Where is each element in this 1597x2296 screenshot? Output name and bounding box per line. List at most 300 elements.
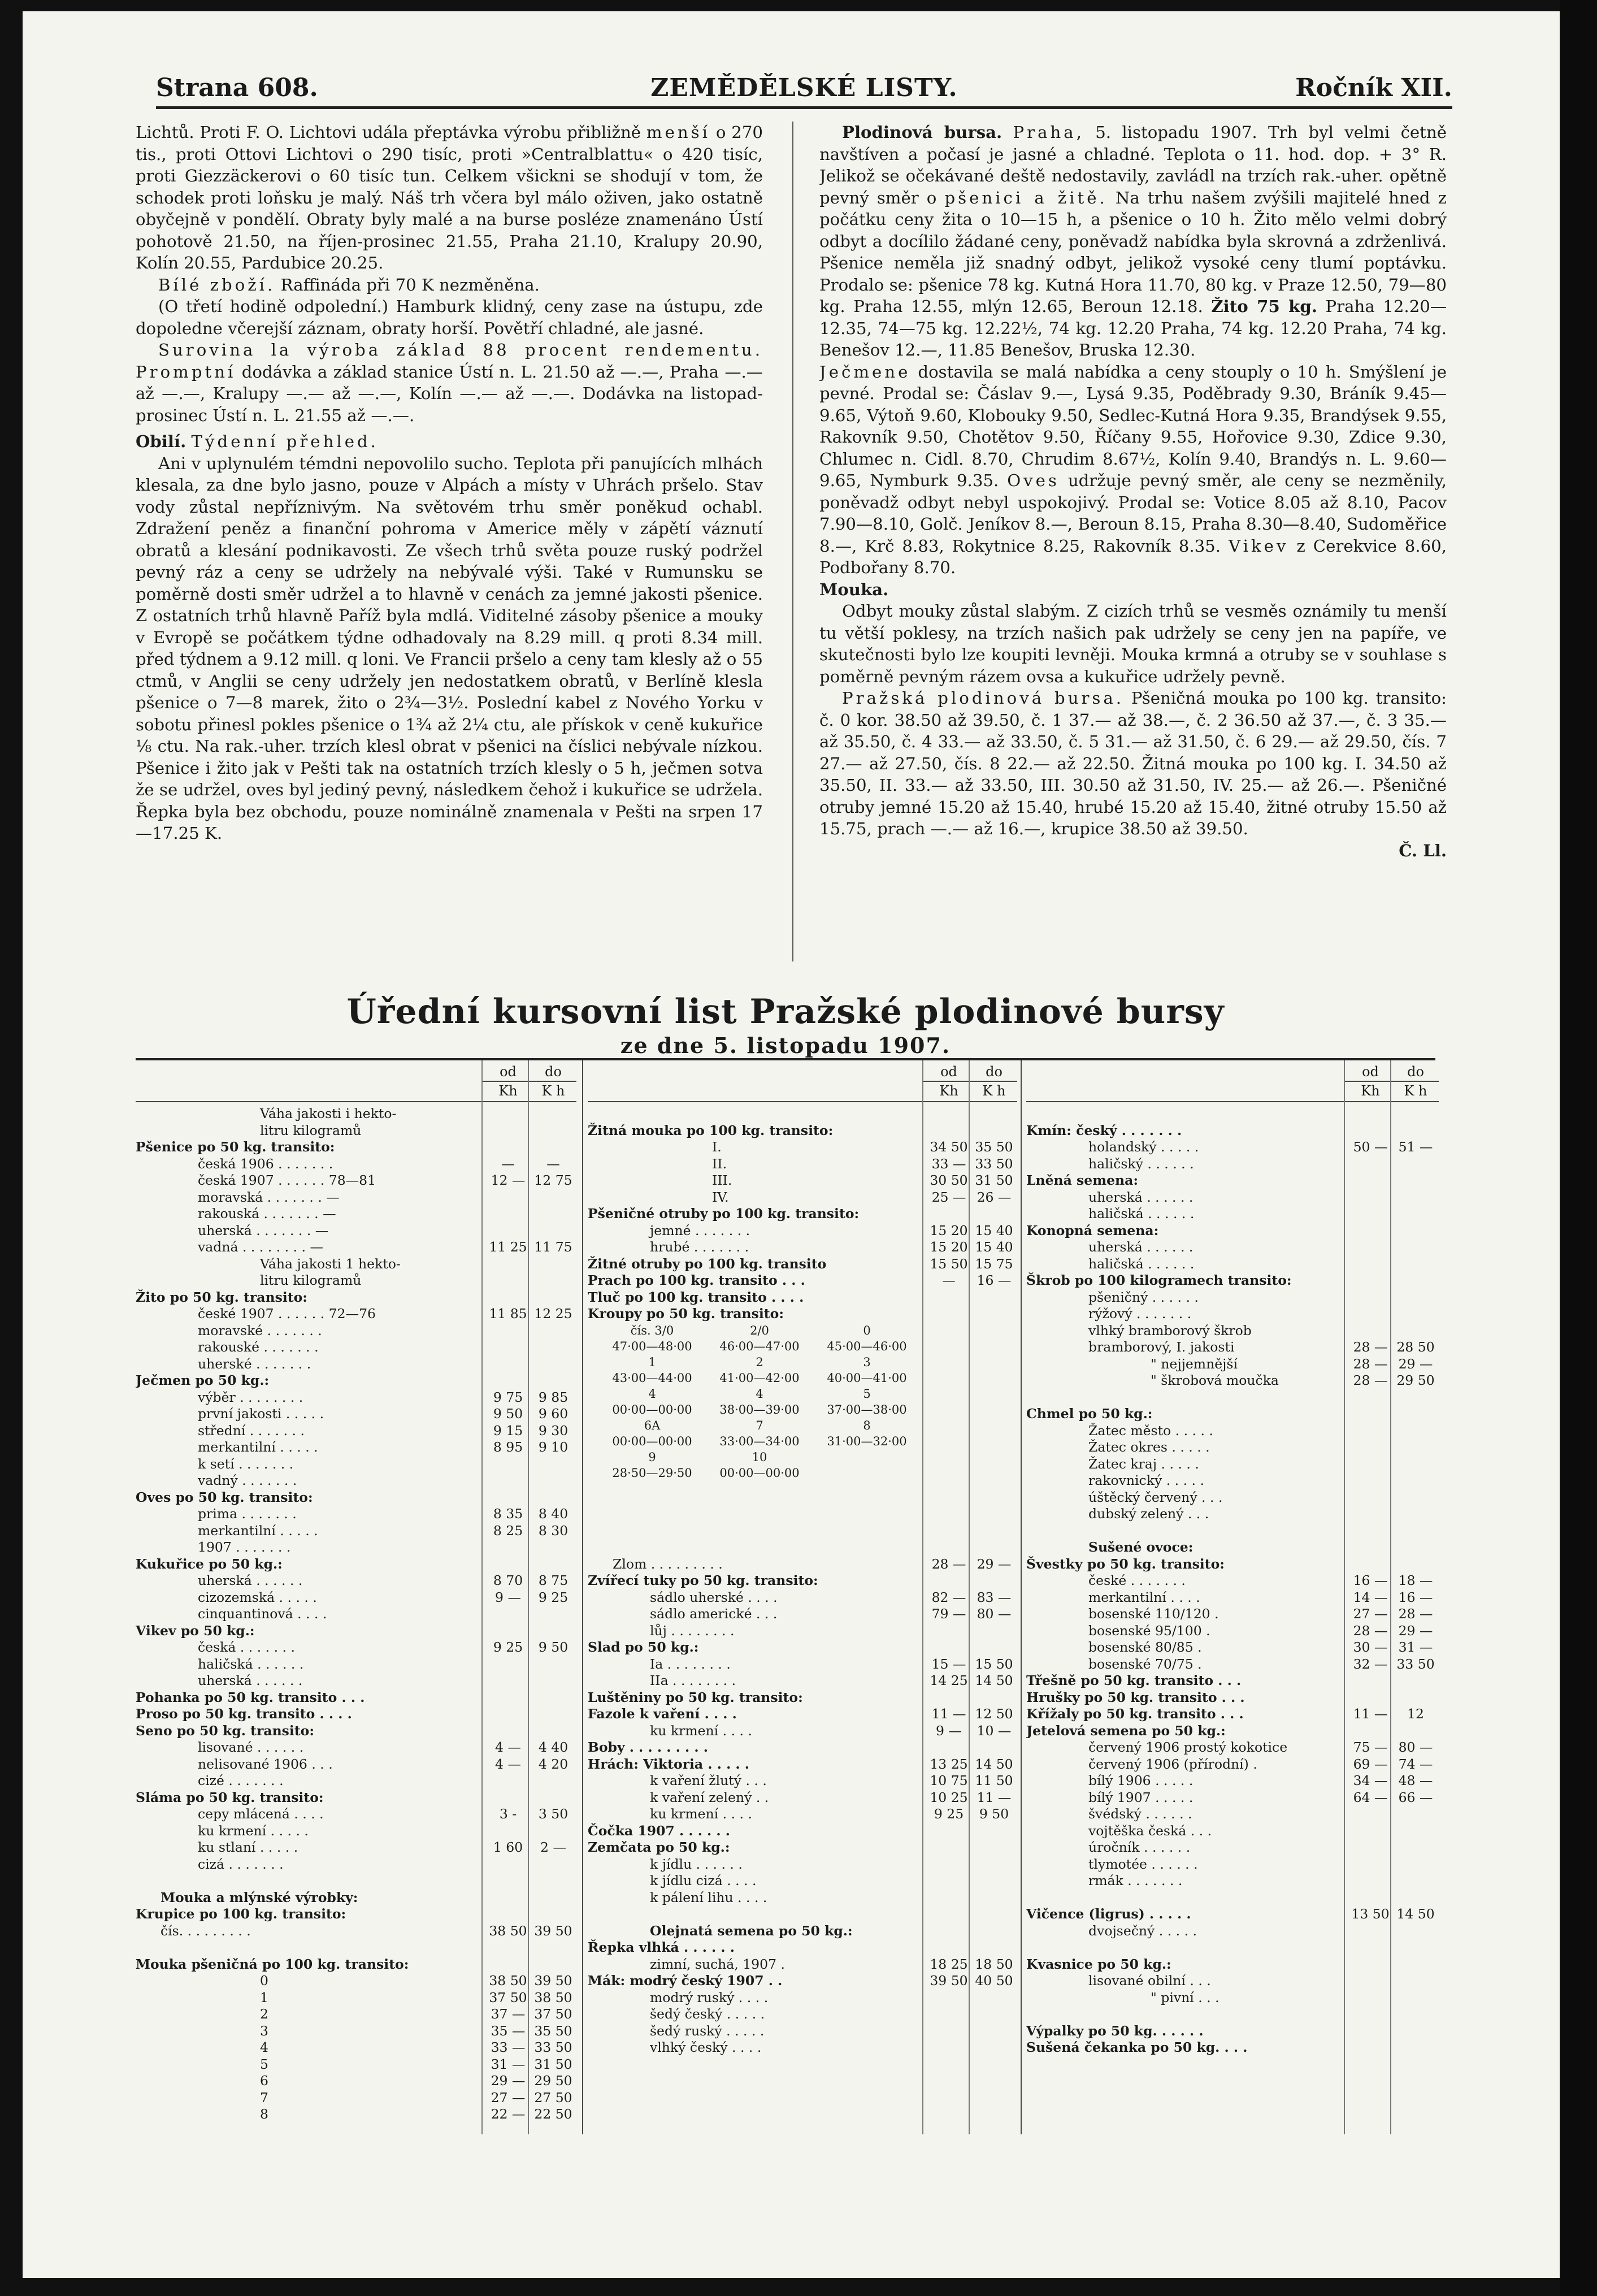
row-label: Fazole k vaření . . . . (588, 1706, 737, 1722)
row-label: Výpalky po 50 kg. . . . . . (1026, 2022, 1204, 2039)
row-label: ku krmení . . . . (650, 1806, 752, 1822)
table-divider (582, 1060, 583, 2134)
table-row (136, 1456, 576, 1473)
table-row (588, 1256, 1017, 1273)
row-label: rmák . . . . . . . (1088, 1873, 1183, 1888)
column-header: K h (982, 1083, 1006, 1099)
table-row (1026, 1272, 1439, 1289)
price-from: 31 — (491, 2056, 526, 2072)
table-row (136, 1990, 576, 2007)
row-label: Pšenice po 50 kg. transito: (136, 1139, 335, 1155)
price-from: 13 50 (1351, 1906, 1390, 1922)
price-from: 33 — (491, 2039, 526, 2055)
price-to: 9 25 (538, 1589, 569, 1605)
row-label: 3 (260, 2022, 268, 2039)
price-from: 38 50 (489, 1922, 527, 1939)
table-row (1026, 1906, 1439, 1923)
table-rows (1026, 1106, 1439, 2056)
price-to: 18 — (1398, 1572, 1433, 1588)
row-label: Švestky po 50 kg. transito: (1026, 1556, 1225, 1572)
row-label: Pšeničné otruby po 100 kg. transito: (588, 1206, 860, 1221)
row-label: jemné . . . . . . . (650, 1222, 750, 1238)
table-row (588, 1206, 1017, 1223)
table-row (1026, 1990, 1439, 2007)
price-to: 29 50 (1396, 1372, 1435, 1388)
price-from: 15 20 (930, 1222, 968, 1238)
price-to: 18 50 (975, 1956, 1013, 1972)
table-row (588, 1106, 1017, 1123)
price-to: — (546, 1155, 560, 1172)
row-label: moravská . . . . . . . — (198, 1189, 340, 1205)
table-row (588, 1423, 1017, 1440)
price-from: 4 — (495, 1756, 521, 1772)
row-label: Vičence (ligrus) . . . . . (1026, 1906, 1191, 1922)
table-row (136, 1523, 576, 1540)
row-label: vlhký český . . . . (650, 2039, 762, 2055)
table-row (136, 1256, 576, 1273)
table-rows (588, 1106, 1017, 2056)
price-from: 15 50 (930, 1255, 968, 1272)
price-from: 64 — (1353, 1789, 1388, 1805)
row-label: Prach po 100 kg. transito . . . (588, 1272, 805, 1288)
row-label: české . . . . . . . (1088, 1572, 1186, 1588)
table-row (136, 1556, 576, 1573)
row-label: šedý ruský . . . . . (650, 2022, 765, 2039)
table-row (1026, 1756, 1439, 1773)
row-label: Žatec kraj . . . . . (1088, 1455, 1199, 1472)
row-label: Váha jakosti 1 hekto- (260, 1255, 401, 1272)
price-from: 27 — (491, 2089, 526, 2106)
column-header: Kh (498, 1083, 518, 1099)
row-label: Žatec město . . . . . (1088, 1422, 1213, 1439)
row-label: 7 (260, 2089, 268, 2106)
price-from: 34 50 (930, 1139, 968, 1155)
grid-cell: 31·00—32·00 (827, 1434, 907, 1448)
table-row (588, 1272, 1017, 1289)
paragraph: (O třetí hodině odpolední.) Hamburk klidný, ceny zase na ústupu, zde dopoledne včerejší záznam, obraty horší. Povětří chladné, ale jasné. (136, 297, 763, 338)
grid-cell: 9 (648, 1450, 656, 1464)
price-from: 69 — (1353, 1756, 1388, 1772)
table-row (136, 2006, 576, 2023)
paragraph: Bílé zboží. Raffináda při 70 K nezměněna. (158, 275, 540, 294)
table-row (588, 1323, 1017, 1340)
table-row (588, 1239, 1017, 1256)
price-from: 13 25 (930, 1756, 968, 1772)
price-from: 79 — (931, 1606, 966, 1622)
price-to: 4 40 (538, 1739, 569, 1755)
grid-cell: 47·00—48·00 (612, 1339, 692, 1353)
row-label: bílý 1907 . . . . . (1088, 1789, 1194, 1805)
table-row (1026, 1973, 1439, 1990)
price-to: 8 30 (538, 1522, 569, 1539)
price-to: 9 30 (538, 1422, 569, 1439)
row-label: IV. (712, 1189, 729, 1205)
right-column (819, 122, 1447, 961)
row-label: výběr . . . . . . . . (198, 1389, 303, 1405)
row-label: Oves po 50 kg. transito: (136, 1489, 313, 1505)
grid-cell: 40·00—41·00 (827, 1371, 907, 1385)
row-label: Olejnatá semena po 50 kg.: (650, 1922, 853, 1939)
table-row (136, 2039, 576, 2056)
table-row (1026, 1773, 1439, 1790)
table-row (136, 1873, 576, 1890)
table-row (136, 1106, 576, 1123)
price-from: 10 25 (930, 1789, 968, 1805)
row-label: Křížaly po 50 kg. transito . . . (1026, 1706, 1244, 1722)
row-label: Třešně po 50 kg. transito . . . (1026, 1673, 1242, 1688)
newspaper-page (23, 11, 1560, 2278)
row-label: II. (712, 1155, 727, 1172)
table-row (588, 1856, 1017, 1873)
row-label: dubský zelený . . . (1088, 1506, 1209, 1522)
row-label: cinquantinová . . . . (198, 1606, 327, 1622)
table-row (136, 1239, 576, 1256)
table-row (1026, 1790, 1439, 1807)
grid-cell: 00·00—00·00 (719, 1466, 800, 1480)
row-label: střední . . . . . . . (198, 1422, 305, 1439)
price-from: 10 75 (930, 1773, 968, 1788)
row-label: pšeničný . . . . . . (1088, 1289, 1199, 1305)
price-from: 30 — (1353, 1639, 1388, 1655)
price-from: 12 — (491, 1172, 526, 1188)
table-row (136, 1439, 576, 1456)
table-row (588, 1572, 1017, 1589)
row-label: Žitná mouka po 100 kg. transito: (588, 1122, 834, 1138)
row-label: Čočka 1907 . . . . . . (588, 1822, 730, 1839)
price-to: 31 50 (534, 2056, 572, 2072)
price-from: 8 70 (493, 1572, 523, 1588)
row-label: merkantilní . . . . . (198, 1522, 318, 1539)
row-label: rýžový . . . . . . . (1088, 1306, 1192, 1322)
paragraph: Ani v uplynulém témdni nepovolilo sucho. Teplota při panujících mlhách klesala, za dne bylo jasno, pouze v Alpách a místy v Uhrách pršelo. Stav vody zůstal nepříznivým. Na světovém trhu směr poněkud ochabl. Zdražení peněz a finanční pohroma v Americe měly v zápětí váznutí obratů a klesání podnikavosti. Ze všech trhů světa pouze ruský podržel pevný ráz a ceny se udržely na nebývalé výši. Také v Rumunsku se poměrně dosti směr udržel a to hlavně v cenách za jemné jakosti pšenice. Z ostatních trhů hlavně Paříž byla mdlá. Viditelné zásoby pšenice a mouky v Evropě se počátkem týdne odhadovaly na 8.29 mill. q proti 8.34 mill. před týdnem a 9.12 mill. q loni. Ve Francii pršelo a ceny tam klesly až o 55 ctmů, v Anglii se ceny udržely jen nedostatkem obratů, v Berlíně klesla pšenice o 7—8 marek, žito o 2¾—3½. Poslední kabel z Nového Yorku v sobotu přinesl pokles pšenice o 1¾ až 2¼ ctu, ale přískok v ceně kukuřice ⅛ ctu. Na rak.-uher. trzích klesl obrat v pšenici na číslici nebývale nízkou. Pšenice i žito jak v Pešti tak na ostatních trzích klesly o 5 h, ječmen sotva že se udržel, oves byl jediný pevný, následkem čehož i kukuřice se udržela. Řepka byla bez obchodu, pouze nominálně znamenala v Pešti na srpen 17—17.25 K. (136, 453, 763, 843)
row-label: tlymotée . . . . . . (1088, 1856, 1198, 1872)
table-row (136, 1623, 576, 1640)
table-row (136, 1372, 576, 1389)
price-to: 8 40 (538, 1506, 569, 1522)
row-label: Žito po 50 kg. transito: (136, 1289, 307, 1305)
row-label: Kmín: český . . . . . . . (1026, 1122, 1182, 1138)
price-to: 12 (1407, 1706, 1424, 1722)
price-to: 9 50 (979, 1806, 1009, 1822)
paragraph: Odbyt mouky zůstal slabým. Z cizích trhů se vesměs oznámily tu menší tu větší poklesy, na trzích našich pak udržely se ceny jen na papíře, ve skutečnosti bylo lze koupiti levněji. Mouka krmná a otruby se v souhlase s poměrně pevným rázem ovsa a kukuřice udržely pevně. (819, 601, 1447, 686)
price-from: 11 85 (489, 1306, 527, 1322)
table-row (588, 1689, 1017, 1706)
table-row (136, 1739, 576, 1756)
table-row (1026, 1606, 1439, 1623)
price-from: 9 75 (493, 1389, 523, 1405)
price-to: 9 60 (538, 1406, 569, 1422)
price-to: 11 — (977, 1789, 1012, 1805)
row-label: 0 (260, 1973, 268, 1989)
price-to: 35 50 (534, 2022, 572, 2039)
column-divider (792, 122, 793, 961)
row-label: vojtěška česká . . . (1088, 1822, 1212, 1839)
table-row (1026, 1223, 1439, 1240)
price-to: 39 50 (534, 1973, 572, 1989)
grid-cell: 5 (863, 1387, 871, 1401)
table-row (1026, 1389, 1439, 1406)
price-from: 16 — (1353, 1572, 1388, 1588)
table-row (136, 1323, 576, 1340)
price-to: 29 — (1398, 1355, 1433, 1372)
price-to: 11 50 (975, 1773, 1013, 1788)
row-label: haličský . . . . . . (1088, 1155, 1194, 1172)
row-label: IIa . . . . . . . . (650, 1673, 736, 1688)
price-to: 29 50 (534, 2073, 572, 2089)
table-row (588, 1923, 1017, 1940)
table-row (1026, 1673, 1439, 1689)
row-label: Sušené ovoce: (1088, 1539, 1194, 1555)
price-from: 37 — (491, 2006, 526, 2022)
row-label: Konopná semena: (1026, 1222, 1159, 1238)
header-rule (483, 1081, 576, 1082)
table-row (136, 1156, 576, 1173)
price-to: 48 — (1398, 1773, 1433, 1788)
row-label: k vaření zelený . . (650, 1789, 769, 1805)
column-header: Kh (939, 1083, 958, 1099)
price-from: 8 35 (493, 1506, 523, 1522)
grid-cell: 6A (644, 1418, 661, 1432)
price-to: 14 50 (975, 1673, 1013, 1688)
row-label: Proso po 50 kg. transito . . . . (136, 1706, 352, 1722)
row-label: 1 (260, 1989, 268, 2005)
price-to: 10 — (977, 1722, 1012, 1739)
grid-cell: 4 (756, 1387, 763, 1401)
row-label: červený 1906 (přírodní) . (1088, 1756, 1257, 1772)
price-from: 28 — (1353, 1622, 1388, 1639)
price-to: 16 — (977, 1272, 1012, 1288)
row-label: bosenské 70/75 . (1088, 1656, 1202, 1672)
table-row (588, 1523, 1017, 1540)
table-row (1026, 1423, 1439, 1440)
table-row (1026, 2023, 1439, 2040)
table-row (136, 1823, 576, 1840)
table-row (588, 1539, 1017, 1556)
grid-cell: 38·00—39·00 (719, 1402, 800, 1416)
price-from: 18 25 (930, 1956, 968, 1972)
paragraph: Lichtů. Proti F. O. Lichtovi udála přeptávka výrobu přibližně menší o 270 tis., proti Ottovi Lichtovi o 290 tisíc, proti »Centralblattu« o 420 tisíc, proti Giezzäckerovi o 60 tisíc tun. Celkem všickni se shodují v tom, že schodek proti loňsku je malý. Náš trh včera byl málo oživen, jako ostatně obyčejně v pondělí. Obraty byly malé a na burse posléze znamenáno Ústí pohotově 21.50, na říjen-prosinec 21.55, Praha 21.10, Kralupy 20.90, Kolín 20.55, Pardubice 20.25. (136, 123, 763, 272)
table-row (1026, 1189, 1439, 1206)
table-row (588, 1356, 1017, 1373)
row-label: Pohanka po 50 kg. transito . . . (136, 1689, 365, 1705)
table-row (136, 1139, 576, 1156)
row-label: " škrobová moučka (1151, 1372, 1279, 1388)
row-label: ku krmení . . . . . (198, 1822, 309, 1839)
price-to: 15 40 (975, 1239, 1013, 1255)
row-label: ku stlaní . . . . . (198, 1839, 298, 1855)
left-column (136, 122, 763, 961)
table-row (136, 1639, 576, 1656)
table-row (136, 1790, 576, 1807)
price-to: 16 — (1398, 1589, 1433, 1605)
price-from: 50 — (1353, 1139, 1388, 1155)
table-row (588, 1606, 1017, 1623)
price-from: 11 — (1353, 1706, 1388, 1722)
row-label: holandský . . . . . (1088, 1139, 1199, 1155)
price-to: 14 50 (975, 1756, 1013, 1772)
table-row (136, 1339, 576, 1356)
row-label: 1907 . . . . . . . (198, 1539, 291, 1555)
column-header: od (940, 1064, 957, 1080)
table-row (136, 1956, 576, 1973)
table-row (588, 1956, 1017, 1973)
price-to: 38 50 (534, 1989, 572, 2005)
page-header (156, 67, 1452, 109)
table-row (136, 1856, 576, 1873)
price-from: 34 — (1353, 1773, 1388, 1788)
row-label: Seno po 50 kg. transito: (136, 1722, 315, 1739)
price-from: 32 — (1353, 1656, 1388, 1672)
row-label: Žatec okres . . . . . (1088, 1439, 1210, 1455)
price-to: 31 50 (975, 1172, 1013, 1188)
price-from: 9 — (495, 1589, 521, 1605)
row-label: k pálení lihu . . . . (650, 1889, 767, 1905)
price-table-column-3 (1026, 1060, 1439, 2134)
table-row (588, 1456, 1017, 1473)
row-label: 2 (260, 2006, 268, 2022)
table-row (1026, 1823, 1439, 1840)
row-label: Krupice po 100 kg. transito: (136, 1906, 346, 1922)
price-from: 15 — (931, 1656, 966, 1672)
header-rule (136, 1101, 576, 1102)
price-to: 26 — (977, 1189, 1012, 1205)
price-from: 29 — (491, 2073, 526, 2089)
table-row (136, 2106, 576, 2123)
row-label: Škrob po 100 kilogramech transito: (1026, 1272, 1292, 1288)
table-rows (136, 1106, 576, 2123)
price-to: 3 50 (538, 1806, 569, 1822)
row-label: litru kilogramů (260, 1272, 362, 1288)
grid-cell: 0 (863, 1323, 871, 1337)
price-to: 33 50 (1396, 1656, 1435, 1672)
price-to: 15 50 (975, 1656, 1013, 1672)
row-label: uherská . . . . . . (198, 1572, 303, 1588)
table-row (588, 1339, 1017, 1356)
table-row (588, 1790, 1017, 1807)
table-row (1026, 1873, 1439, 1890)
table-row (1026, 2006, 1439, 2023)
price-from: 30 50 (930, 1172, 968, 1188)
table-row (136, 2056, 576, 2073)
table-row (136, 1539, 576, 1556)
price-from: 4 — (495, 1739, 521, 1755)
row-label: Žitné otruby po 100 kg. transito (588, 1255, 827, 1272)
row-label: " pivní . . . (1151, 1989, 1220, 2005)
price-to: 15 75 (975, 1255, 1013, 1272)
table-row (1026, 1172, 1439, 1189)
row-label: III. (712, 1172, 732, 1188)
row-label: haličská . . . . . . (1088, 1255, 1195, 1272)
row-label: Mák: modrý český 1907 . . (588, 1973, 783, 1989)
grid-cell: 2/0 (750, 1323, 769, 1337)
table-row (588, 1639, 1017, 1656)
price-to: 80 — (977, 1606, 1012, 1622)
price-from: 9 50 (493, 1406, 523, 1422)
table-row (136, 2090, 576, 2107)
row-label: bosenské 95/100 . (1088, 1622, 1210, 1639)
price-from: 9 25 (493, 1639, 523, 1655)
table-row (588, 1673, 1017, 1689)
grid-cell: 1 (648, 1355, 656, 1369)
grid-cell: 10 (752, 1450, 767, 1464)
table-row (1026, 1139, 1439, 1156)
column-header: K h (541, 1083, 565, 1099)
table-row (588, 1389, 1017, 1406)
row-label: " nejjemnější (1151, 1355, 1238, 1372)
table-row (1026, 1456, 1439, 1473)
table-row (588, 1372, 1017, 1389)
price-to: 4 20 (538, 1756, 569, 1772)
price-to: 37 50 (534, 2006, 572, 2022)
row-label: ku krmení . . . . (650, 1722, 752, 1739)
price-from: 28 — (1353, 1355, 1388, 1372)
row-label: Luštěniny po 50 kg. transito: (588, 1689, 803, 1705)
row-label: Sušená čekanka po 50 kg. . . . (1026, 2039, 1248, 2055)
table-row (136, 1756, 576, 1773)
price-from: 75 — (1353, 1739, 1388, 1755)
row-label: vadná . . . . . . . . — (198, 1239, 323, 1255)
row-label: nelisované 1906 . . . (198, 1756, 333, 1772)
row-label: Kroupy po 50 kg. transito: (588, 1306, 784, 1322)
table-row (136, 1839, 576, 1856)
table-row (136, 1389, 576, 1406)
row-label: Slad po 50 kg.: (588, 1639, 699, 1655)
table-row (136, 1773, 576, 1790)
table-row (136, 1706, 576, 1723)
table-row (136, 1589, 576, 1606)
header-rule (1345, 1081, 1439, 1082)
table-row (136, 1723, 576, 1740)
price-from: 37 50 (489, 1989, 527, 2005)
price-from: 25 — (931, 1189, 966, 1205)
table-row (588, 1589, 1017, 1606)
table-row (588, 1906, 1017, 1923)
price-from: 3 - (499, 1806, 517, 1822)
price-from: 14 — (1353, 1589, 1388, 1605)
row-label: 6 (260, 2073, 268, 2089)
table-row (1026, 1523, 1439, 1540)
row-label: šedý český . . . . . (650, 2006, 765, 2022)
row-label: 4 (260, 2039, 268, 2055)
row-label: červený 1906 prostý kokotice (1088, 1739, 1288, 1755)
price-from: 14 25 (930, 1673, 968, 1688)
table-row (136, 1689, 576, 1706)
table-row (588, 1823, 1017, 1840)
grid-cell: 7 (756, 1418, 763, 1432)
table-row (1026, 1539, 1439, 1556)
header-rule (1026, 1101, 1439, 1102)
table-row (588, 2039, 1017, 2056)
table-row (588, 1739, 1017, 1756)
table-row (136, 1189, 576, 1206)
table-row (1026, 1939, 1439, 1956)
table-row (136, 2023, 576, 2040)
price-table-column-2 (588, 1060, 1017, 2134)
table-row (588, 1306, 1017, 1323)
table-row (1026, 1706, 1439, 1723)
price-to: 83 — (977, 1589, 1012, 1605)
row-label: Lněná semena: (1026, 1172, 1139, 1188)
price-to: 74 — (1398, 1756, 1433, 1772)
row-label: cizá . . . . . . . (198, 1856, 284, 1872)
table-row (588, 1223, 1017, 1240)
column-header: do (986, 1064, 1003, 1080)
row-label: sádlo uherské . . . . (650, 1589, 778, 1605)
grid-cell: čís. 3/0 (630, 1323, 674, 1337)
table-row (1026, 1323, 1439, 1340)
price-from: 35 — (491, 2022, 526, 2039)
grid-cell: 8 (863, 1418, 871, 1432)
